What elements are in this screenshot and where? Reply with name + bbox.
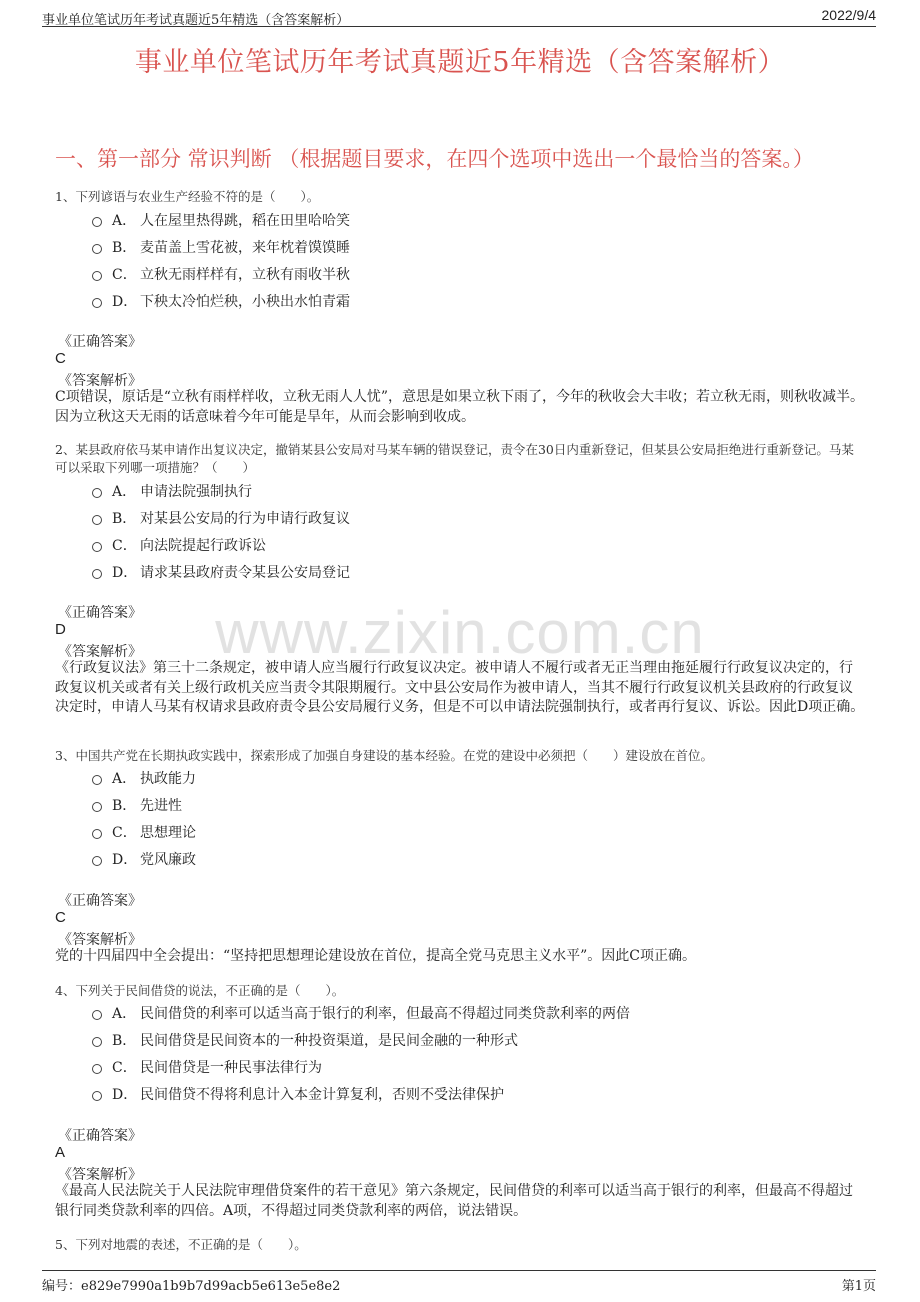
question-2-explanation: 《行政复议法》第三十二条规定，被申请人应当履行行政复议决定。被申请人不履行或者无正当理由拖延履行行政复议决定的，行政复议机关或者有关上级行政机关应当责令其限期履行。文中县公安局作为被申请人，当其不履行行政复议机关县政府的行政复议决定时，申请人马某有权请求县政府责令县公安局履行义务，但是不可以申请法院强制执行，或者再行复议、诉讼。因此D项正确。 (55, 660, 865, 715)
radio-icon[interactable] (92, 515, 102, 525)
watermark: www.zixin.com.cn (215, 599, 705, 666)
page-number: 第1页 (841, 1279, 876, 1294)
radio-icon[interactable] (92, 856, 102, 866)
question-5-stem: 5、下列对地震的表述，不正确的是（ ）。 (55, 1237, 307, 1252)
question-2-option-c[interactable]: C． 向法院提起行政诉讼 (92, 535, 266, 555)
radio-icon[interactable] (92, 1091, 102, 1101)
answer-label: 《正确答案》 (58, 605, 142, 621)
question-3-answer: C (55, 909, 66, 926)
question-4-option-a[interactable]: A． 民间借贷的利率可以适当高于银行的利率，但最高不得超过同类贷款利率的两倍 (92, 1003, 630, 1023)
radio-icon[interactable] (92, 1010, 102, 1020)
radio-icon[interactable] (92, 244, 102, 254)
radio-icon[interactable] (92, 802, 102, 812)
radio-icon[interactable] (92, 1037, 102, 1047)
radio-icon[interactable] (92, 298, 102, 308)
question-2-answer: D (55, 621, 66, 638)
question-1-option-a[interactable]: A． 人在屋里热得跳，稻在田里哈哈笑 (92, 210, 350, 230)
question-3-option-d[interactable]: D． 党风廉政 (92, 849, 196, 869)
radio-icon[interactable] (92, 775, 102, 785)
question-1-stem: 1、下列谚语与农业生产经验不符的是（ ）。 (55, 189, 320, 204)
question-1-option-d[interactable]: D． 下秧太冷怕烂秧，小秧出水怕青霜 (92, 291, 350, 311)
document-title: 事业单位笔试历年考试真题近5年精选（含答案解析） (134, 47, 786, 78)
answer-label: 《正确答案》 (58, 893, 142, 909)
question-3-explanation: 党的十四届四中全会提出：“坚持把思想理论建设放在首位，提高全党马克思主义水平”。因此C项正确。 (55, 948, 697, 964)
page-footer (42, 1270, 876, 1301)
question-4-option-d[interactable]: D． 民间借贷不得将利息计入本金计算复利，否则不受法律保护 (92, 1084, 504, 1104)
explanation-label: 《答案解析》 (58, 644, 142, 660)
question-1-option-b[interactable]: B． 麦苗盖上雪花被，来年枕着馍馍睡 (92, 237, 350, 257)
question-3-stem: 3、中国共产党在长期执政实践中，探索形成了加强自身建设的基本经验。在党的建设中必须把（ ）建设放在首位。 (55, 748, 713, 763)
answer-label: 《正确答案》 (58, 1128, 142, 1144)
explanation-label: 《答案解析》 (58, 373, 142, 389)
radio-icon[interactable] (92, 217, 102, 227)
page-header (42, 0, 876, 27)
question-1-option-c[interactable]: C． 立秋无雨样样有，立秋有雨收半秋 (92, 264, 350, 284)
document-id: 编号：e829e7990a1b9b7d99acb5e613e5e8e2 (42, 1279, 341, 1294)
radio-icon[interactable] (92, 542, 102, 552)
question-2-option-a[interactable]: A． 申请法院强制执行 (92, 481, 252, 501)
question-3-option-a[interactable]: A． 执政能力 (92, 768, 196, 788)
question-4-answer: A (55, 1144, 66, 1161)
question-3-option-b[interactable]: B． 先进性 (92, 795, 182, 815)
radio-icon[interactable] (92, 488, 102, 498)
question-3-option-c[interactable]: C． 思想理论 (92, 822, 196, 842)
answer-label: 《正确答案》 (58, 334, 142, 350)
header-title: 事业单位笔试历年考试真题近5年精选（含答案解析） (42, 13, 350, 28)
radio-icon[interactable] (92, 1064, 102, 1074)
question-4-option-b[interactable]: B． 民间借贷是民间资本的一种投资渠道，是民间金融的一种形式 (92, 1030, 518, 1050)
radio-icon[interactable] (92, 271, 102, 281)
radio-icon[interactable] (92, 829, 102, 839)
question-2-option-b[interactable]: B． 对某县公安局的行为申请行政复议 (92, 508, 350, 528)
explanation-label: 《答案解析》 (58, 932, 142, 948)
question-2-stem: 2、某县政府依马某申请作出复议决定，撤销某县公安局对马某车辆的错误登记，责令在30日内重新登记，但某县公安局拒绝进行重新登记。马某可以采取下列哪一项措施？（ ） (55, 442, 854, 475)
radio-icon[interactable] (92, 569, 102, 579)
question-2-option-d[interactable]: D． 请求某县政府责令某县公安局登记 (92, 562, 350, 582)
question-4-stem: 4、下列关于民间借贷的说法，不正确的是（ ）。 (55, 983, 345, 998)
section-heading: 一、第一部分 常识判断 （根据题目要求，在四个选项中选出一个最恰当的答案。） (55, 147, 814, 171)
header-date: 2022/9/4 (821, 7, 876, 23)
question-4-explanation: 《最高人民法院关于人民法院审理借贷案件的若干意见》第六条规定，民间借贷的利率可以适当高于银行的利率，但最高不得超过银行同类贷款利率的四倍。A项，不得超过同类贷款利率的两倍，说法错误。 (55, 1183, 853, 1219)
question-1-explanation: C项错误，原话是“立秋有雨样样收，立秋无雨人人忧”，意思是如果立秋下雨了，今年的秋收会大丰收；若立秋无雨，则秋收减半。因为立秋这天无雨的话意味着今年可能是旱年，从而会影响到收成。 (55, 389, 865, 425)
explanation-label: 《答案解析》 (58, 1167, 142, 1183)
question-1-answer: C (55, 350, 66, 367)
question-4-option-c[interactable]: C． 民间借贷是一种民事法律行为 (92, 1057, 322, 1077)
